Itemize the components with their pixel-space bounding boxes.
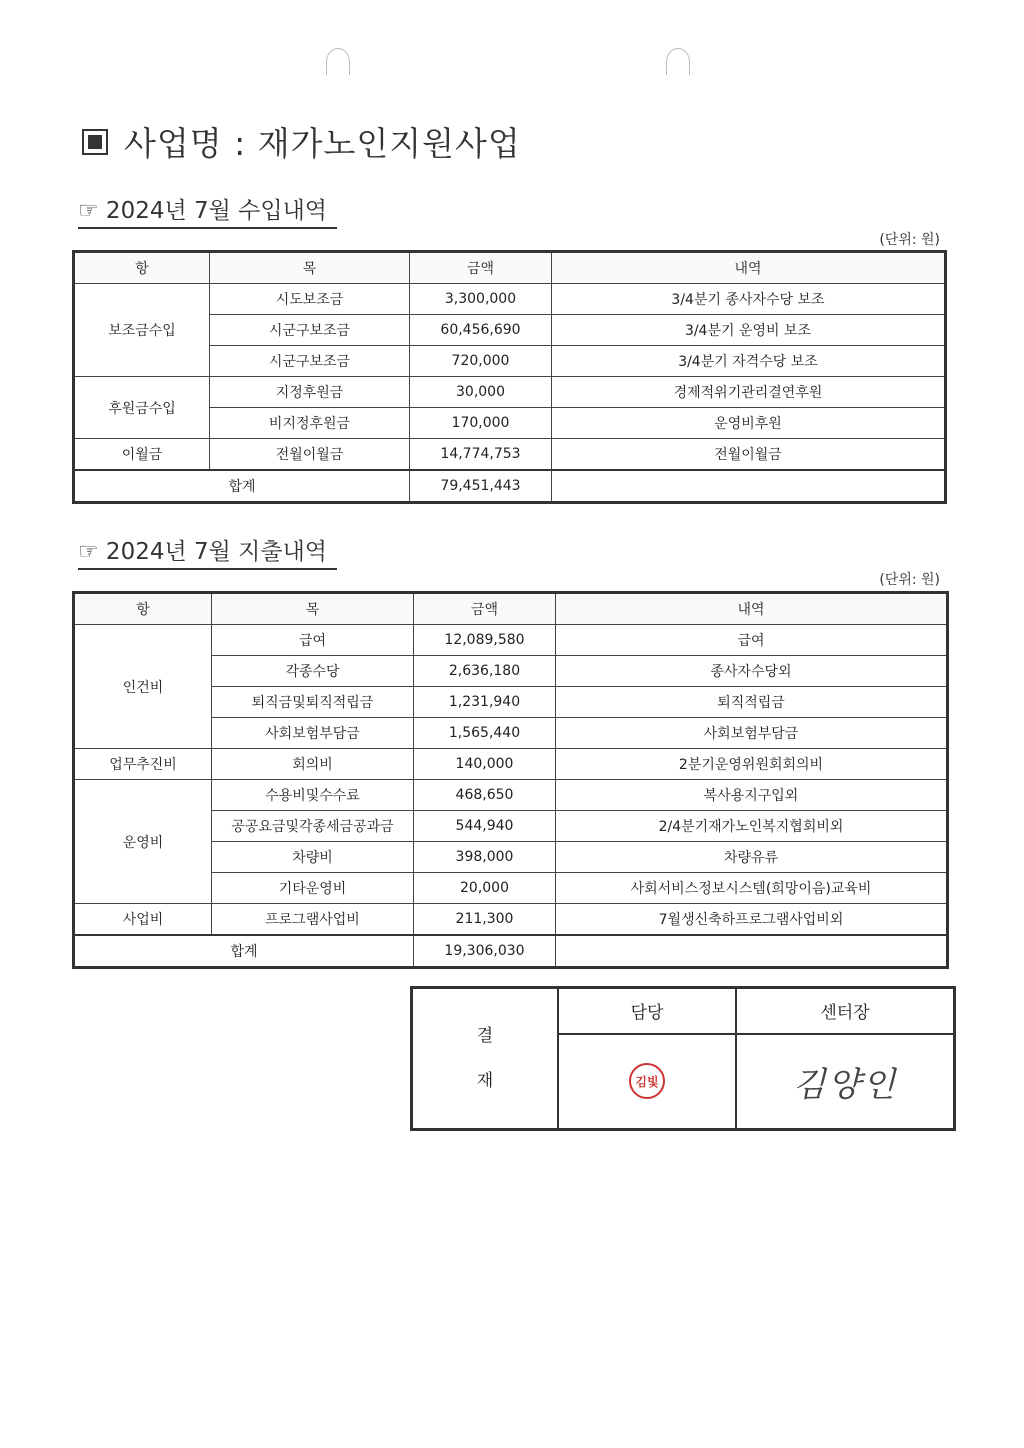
mok-cell: 공공요금및각종세금공과금 xyxy=(212,811,414,842)
expense-table xyxy=(72,591,949,969)
seal-stamp xyxy=(629,1063,665,1099)
hang-cell: 업무추진비 xyxy=(74,749,212,780)
detail-cell: 퇴직적립금 xyxy=(556,687,948,718)
amount-cell: 30,000 xyxy=(410,377,552,408)
total-label: 합계 xyxy=(74,470,410,503)
detail-cell: 사회서비스정보시스템(희망이음)교육비 xyxy=(556,873,948,904)
detail-cell: 3/4분기 운영비 보조 xyxy=(552,315,946,346)
detail-cell: 운영비후원 xyxy=(552,408,946,439)
detail-cell: 차량유류 xyxy=(556,842,948,873)
table-row xyxy=(74,439,946,471)
total-detail-empty xyxy=(556,935,948,968)
amount-cell: 12,089,580 xyxy=(414,625,556,656)
table-row xyxy=(74,625,948,656)
mok-cell: 시도보조금 xyxy=(210,284,410,315)
total-amount: 19,306,030 xyxy=(414,935,556,968)
column-header: 내역 xyxy=(552,252,946,284)
mok-cell: 차량비 xyxy=(212,842,414,873)
director-signature-cell xyxy=(736,1034,955,1130)
detail-cell: 사회보험부담금 xyxy=(556,718,948,749)
approval-label-bottom: 재 xyxy=(476,1070,494,1091)
income-table xyxy=(72,250,947,504)
hang-cell: 이월금 xyxy=(74,439,210,471)
approval-box xyxy=(410,986,956,1131)
detail-cell: 7월생신축하프로그램사업비외 xyxy=(556,904,948,936)
mok-cell: 지정후원금 xyxy=(210,377,410,408)
page-title xyxy=(82,118,521,165)
column-header: 목 xyxy=(212,593,414,625)
column-header: 금액 xyxy=(410,252,552,284)
mok-cell: 프로그램사업비 xyxy=(212,904,414,936)
amount-cell: 544,940 xyxy=(414,811,556,842)
seal-stamp-text: 김빛 xyxy=(635,1074,659,1089)
page-title-text: 사업명 : 재가노인지원사업 xyxy=(124,124,521,163)
hang-cell: 사업비 xyxy=(74,904,212,936)
table-header-row xyxy=(74,252,946,284)
approval-label xyxy=(412,988,559,1130)
mok-cell: 전월이월금 xyxy=(210,439,410,471)
table-row xyxy=(74,749,948,780)
mok-cell: 각종수당 xyxy=(212,656,414,687)
detail-cell: 2분기운영위원회회의비 xyxy=(556,749,948,780)
amount-cell: 170,000 xyxy=(410,408,552,439)
total-row xyxy=(74,470,946,503)
column-header: 항 xyxy=(74,252,210,284)
hang-cell: 후원금수입 xyxy=(74,377,210,439)
director-signature: 김양인 xyxy=(792,1064,898,1105)
column-header: 목 xyxy=(210,252,410,284)
expense-unit: (단위: 원) xyxy=(879,572,940,588)
expense-heading: ☞ 2024년 7월 지출내역 xyxy=(78,533,337,570)
mok-cell: 퇴직금및퇴직적립금 xyxy=(212,687,414,718)
amount-cell: 60,456,690 xyxy=(410,315,552,346)
amount-cell: 720,000 xyxy=(410,346,552,377)
income-heading: ☞ 2024년 7월 수입내역 xyxy=(78,192,337,229)
square-bullet-icon xyxy=(82,129,108,155)
mok-cell: 수용비및수수료 xyxy=(212,780,414,811)
table-row xyxy=(74,904,948,936)
column-header: 금액 xyxy=(414,593,556,625)
detail-cell: 3/4분기 자격수당 보조 xyxy=(552,346,946,377)
table-row xyxy=(74,284,946,315)
mok-cell: 기타운영비 xyxy=(212,873,414,904)
approval-col-director: 센터장 xyxy=(736,988,955,1034)
approval-col-manager: 담당 xyxy=(558,988,736,1034)
amount-cell: 1,565,440 xyxy=(414,718,556,749)
amount-cell: 140,000 xyxy=(414,749,556,780)
detail-cell: 2/4분기재가노인복지협회비외 xyxy=(556,811,948,842)
mok-cell: 회의비 xyxy=(212,749,414,780)
mok-cell: 시군구보조금 xyxy=(210,315,410,346)
detail-cell: 급여 xyxy=(556,625,948,656)
detail-cell: 종사자수당외 xyxy=(556,656,948,687)
amount-cell: 14,774,753 xyxy=(410,439,552,471)
amount-cell: 211,300 xyxy=(414,904,556,936)
table-header-row xyxy=(74,593,948,625)
column-header: 내역 xyxy=(556,593,948,625)
detail-cell: 3/4분기 종사자수당 보조 xyxy=(552,284,946,315)
mok-cell: 사회보험부담금 xyxy=(212,718,414,749)
amount-cell: 3,300,000 xyxy=(410,284,552,315)
detail-cell: 전월이월금 xyxy=(552,439,946,471)
mok-cell: 급여 xyxy=(212,625,414,656)
total-detail-empty xyxy=(552,470,946,503)
detail-cell: 복사용지구입외 xyxy=(556,780,948,811)
hang-cell: 운영비 xyxy=(74,780,212,904)
table-row xyxy=(74,377,946,408)
total-row xyxy=(74,935,948,968)
hang-cell: 인건비 xyxy=(74,625,212,749)
mok-cell: 비지정후원금 xyxy=(210,408,410,439)
hang-cell: 보조금수입 xyxy=(74,284,210,377)
punch-hole-right xyxy=(666,48,690,75)
total-amount: 79,451,443 xyxy=(410,470,552,503)
income-unit: (단위: 원) xyxy=(879,232,940,248)
manager-stamp-cell xyxy=(558,1034,736,1130)
amount-cell: 2,636,180 xyxy=(414,656,556,687)
column-header: 항 xyxy=(74,593,212,625)
amount-cell: 398,000 xyxy=(414,842,556,873)
amount-cell: 1,231,940 xyxy=(414,687,556,718)
table-row xyxy=(74,780,948,811)
approval-label-top: 결 xyxy=(476,1026,494,1047)
punch-hole-left xyxy=(326,48,350,75)
amount-cell: 468,650 xyxy=(414,780,556,811)
total-label: 합계 xyxy=(74,935,414,968)
amount-cell: 20,000 xyxy=(414,873,556,904)
detail-cell: 경제적위기관리결연후원 xyxy=(552,377,946,408)
mok-cell: 시군구보조금 xyxy=(210,346,410,377)
